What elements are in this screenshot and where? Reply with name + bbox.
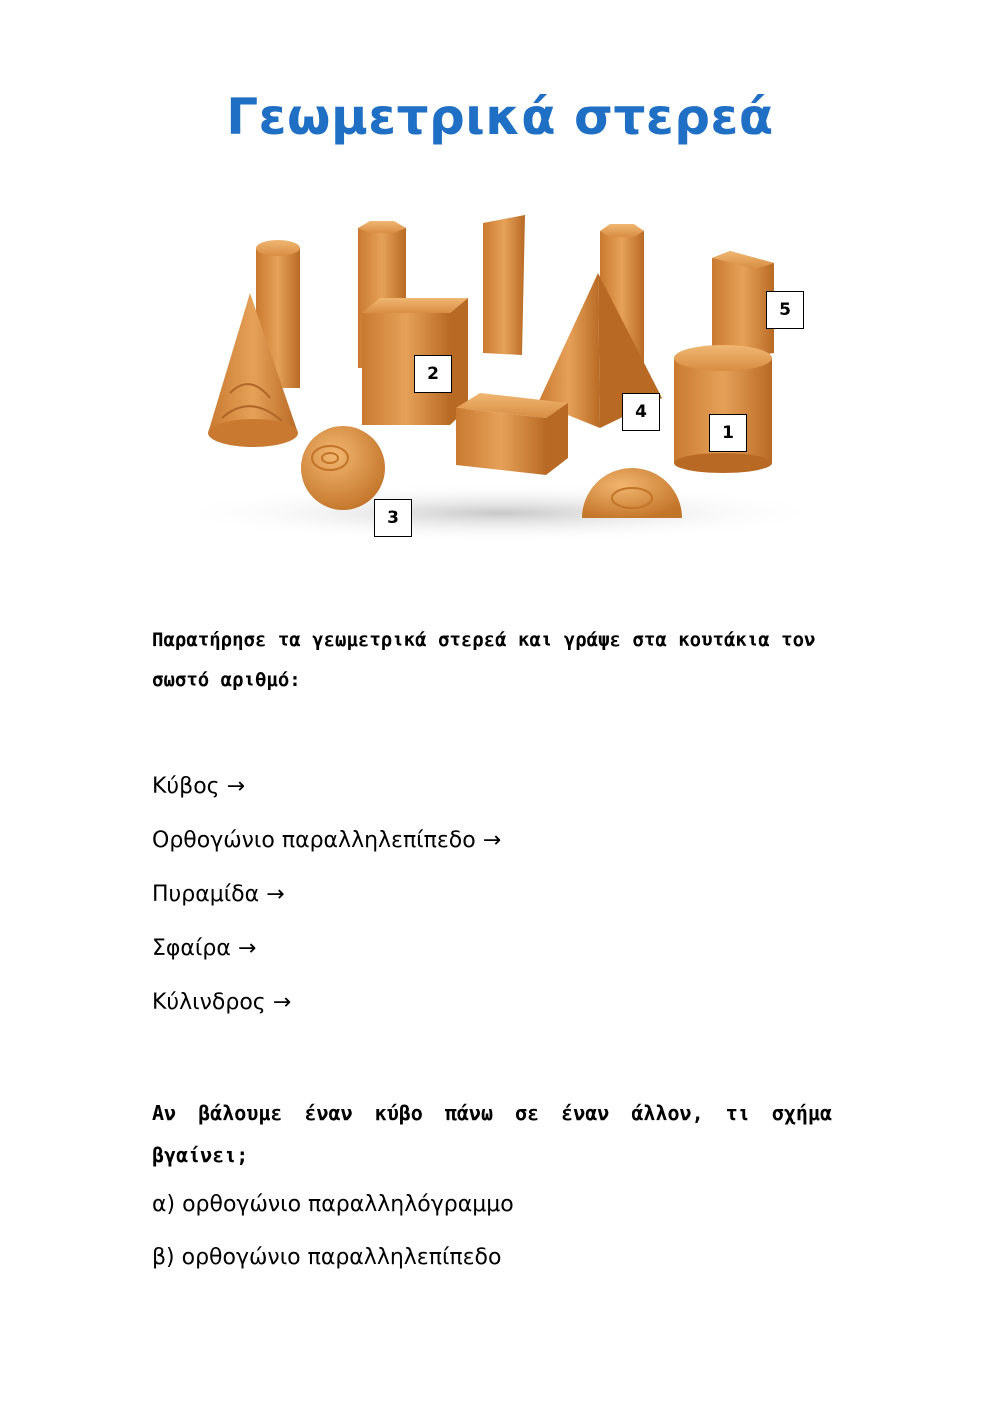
arrow-icon: → bbox=[226, 774, 246, 799]
label-box-5: 5 bbox=[766, 291, 804, 329]
cylinder bbox=[674, 345, 772, 473]
hemisphere bbox=[582, 468, 682, 518]
geometric-solids-picture bbox=[150, 193, 850, 555]
label-box-1: 1 bbox=[709, 414, 747, 452]
shape-item-cylinder bbox=[152, 990, 291, 1015]
shape-label: Κύβος bbox=[152, 774, 220, 799]
question-text: Αν βάλουμε έναν κύβο πάνω σε έναν άλλον, τι σχήμα βγαίνει; bbox=[152, 1101, 832, 1167]
instruction-text: Παρατήρησε τα γεωμετρικά στερεά και γράψε στα κουτάκια τον σωστό αριθμό: bbox=[152, 629, 816, 691]
shape-label: Κύλινδρος bbox=[152, 990, 266, 1015]
label-box-4: 4 bbox=[622, 393, 660, 431]
label-box-3: 3 bbox=[374, 499, 412, 537]
arrow-icon: → bbox=[237, 936, 257, 961]
wooden-solids-illustration bbox=[150, 193, 850, 555]
shape-item-pyramid bbox=[152, 882, 285, 907]
arrow-icon: → bbox=[482, 828, 502, 853]
shape-label: Πυραμίδα bbox=[152, 882, 260, 907]
arrow-icon: → bbox=[266, 882, 285, 907]
shape-label: Ορθογώνιο παραλληλεπίπεδο bbox=[152, 828, 476, 853]
arrow-icon: → bbox=[272, 990, 292, 1015]
back-triangular-prism bbox=[483, 215, 525, 355]
shape-item-rectangular-prism bbox=[152, 828, 501, 853]
option-b: β) ορθογώνιο παραλληλεπίπεδο bbox=[152, 1245, 502, 1270]
shape-item-cube bbox=[152, 774, 245, 799]
rectangular-block bbox=[456, 393, 568, 475]
sphere bbox=[301, 426, 385, 510]
shape-item-sphere bbox=[152, 936, 256, 961]
option-a: α) ορθογώνιο παραλληλόγραμμο bbox=[152, 1192, 514, 1217]
label-box-2: 2 bbox=[414, 355, 452, 393]
shape-label: Σφαίρα bbox=[152, 936, 231, 961]
page-title: Γεωμετρικά στερεά bbox=[226, 88, 774, 146]
